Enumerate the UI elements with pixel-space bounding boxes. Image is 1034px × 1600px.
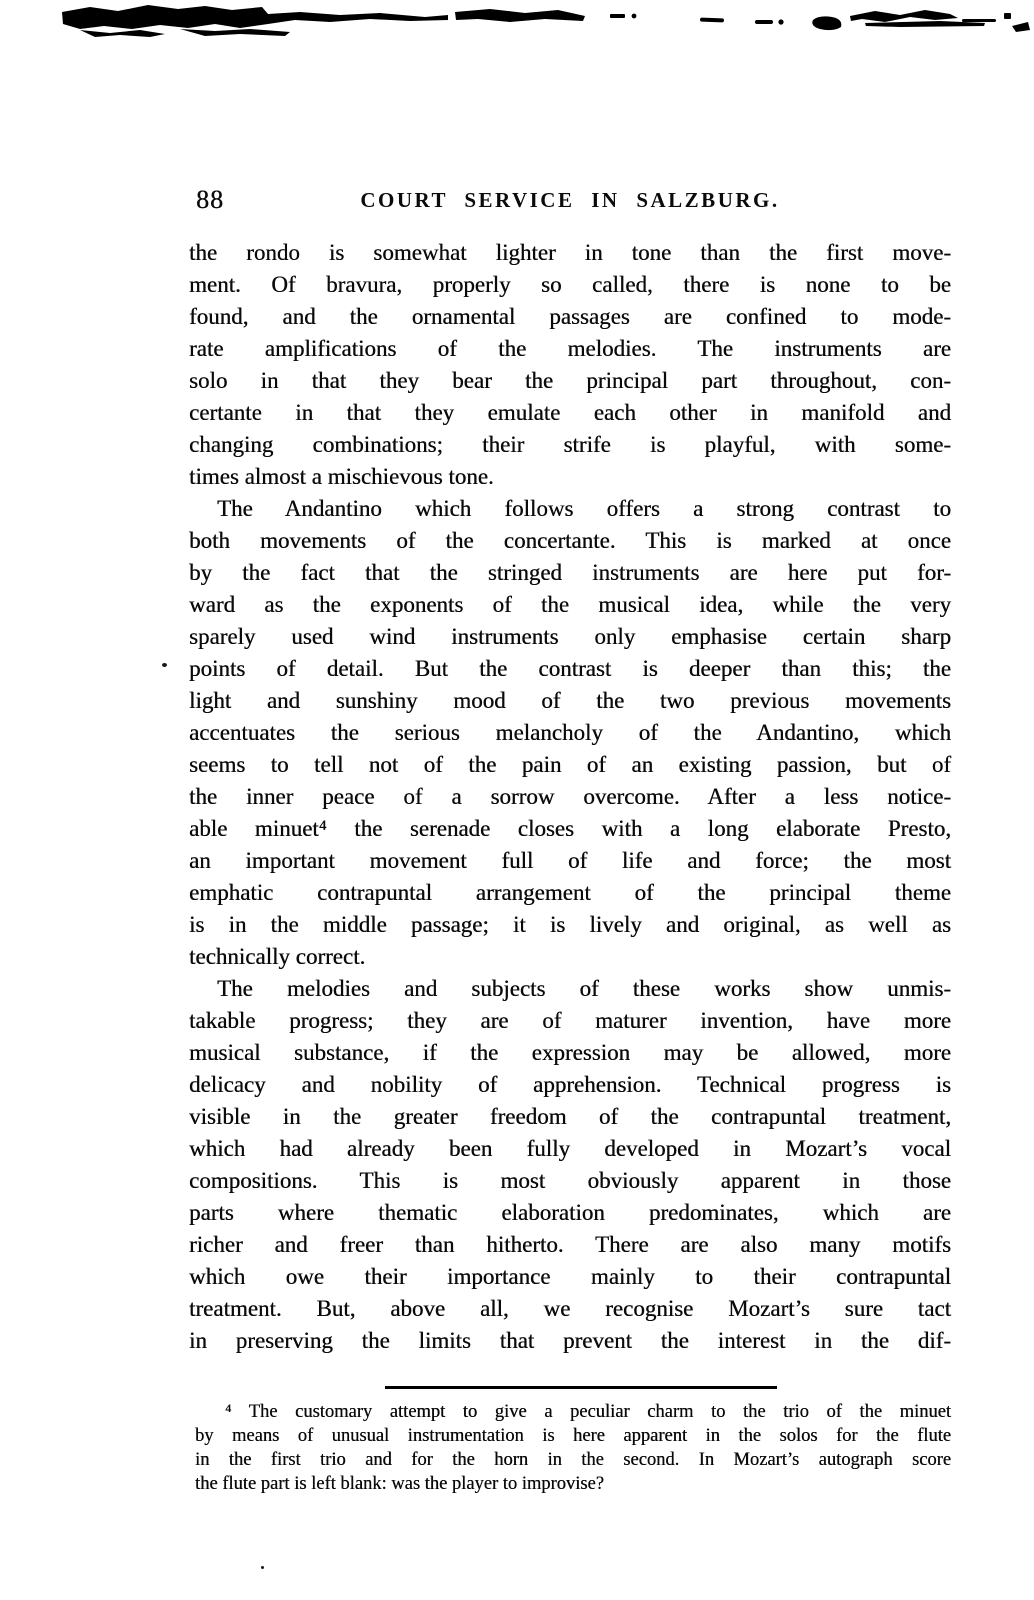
text-line: takable progress; they are of maturer invention, have more bbox=[189, 1008, 951, 1033]
text-line: solo in that they bear the principal part throughout, con- bbox=[189, 368, 951, 393]
text-line: an important movement full of life and force; the most bbox=[189, 848, 951, 873]
text-line: found, and the ornamental passages are confined to mode- bbox=[189, 304, 951, 329]
running-header bbox=[189, 185, 951, 217]
text-line: The Andantino which follows offers a strong contrast to bbox=[217, 496, 951, 521]
text-line: able minuet⁴ the serenade closes with a long elaborate Presto, bbox=[189, 816, 951, 841]
page-header-title: COURT SERVICE IN SALZBURG. bbox=[360, 188, 780, 212]
scan-speck bbox=[261, 1566, 264, 1569]
text-line: by the fact that the stringed instruments are here put for- bbox=[189, 560, 951, 585]
footnote-line: by means of unusual instrumentation is here apparent in the solos for the flute bbox=[195, 1426, 951, 1446]
text-line: which owe their importance mainly to their contrapuntal bbox=[189, 1264, 951, 1289]
text-line: musical substance, if the expression may be allowed, more bbox=[189, 1040, 951, 1065]
text-line: in preserving the limits that prevent the interest in the dif- bbox=[189, 1328, 951, 1353]
text-line: richer and freer than hitherto. There are also many motifs bbox=[189, 1232, 951, 1257]
text-line: compositions. This is most obviously apparent in those bbox=[189, 1168, 951, 1193]
text-line: the rondo is somewhat lighter in tone than the first move- bbox=[189, 240, 951, 265]
text-line: The melodies and subjects of these works show unmis- bbox=[217, 976, 951, 1001]
footnote-rule bbox=[385, 1386, 777, 1389]
text-line: is in the middle passage; it is lively and original, as well as bbox=[189, 912, 951, 937]
paragraph-3 bbox=[189, 973, 951, 1357]
footnote-line: the flute part is left blank: was the player to improvise? bbox=[195, 1474, 604, 1494]
text-line: seems to tell not of the pain of an existing passion, but of bbox=[189, 752, 951, 777]
paragraph-1 bbox=[189, 237, 951, 493]
page-number: 88 bbox=[196, 185, 224, 214]
text-line: changing combinations; their strife is playful, with some- bbox=[189, 432, 951, 457]
text-line: points of detail. But the contrast is deeper than this; the bbox=[189, 656, 951, 681]
footnote bbox=[195, 1400, 951, 1496]
text-line: times almost a mischievous tone. bbox=[189, 464, 494, 489]
footnote-line: in the first trio and for the horn in the second. In Mozart’s autograph score bbox=[195, 1450, 951, 1470]
text-line: sparely used wind instruments only emphasise certain sharp bbox=[189, 624, 951, 649]
text-line: parts where thematic elaboration predominates, which are bbox=[189, 1200, 951, 1225]
text-line: visible in the greater freedom of the contrapuntal treatment, bbox=[189, 1104, 951, 1129]
text-line: rate amplifications of the melodies. The instruments are bbox=[189, 336, 951, 361]
text-line: certante in that they emulate each other in manifold and bbox=[189, 400, 951, 425]
text-line: which had already been fully developed in Mozart’s vocal bbox=[189, 1136, 951, 1161]
paragraph-2 bbox=[189, 493, 951, 973]
text-line: light and sunshiny mood of the two previous movements bbox=[189, 688, 951, 713]
text-line: delicacy and nobility of apprehension. Technical progress is bbox=[189, 1072, 951, 1097]
text-line: treatment. But, above all, we recognise Mozart’s sure tact bbox=[189, 1296, 951, 1321]
text-line: technically correct. bbox=[189, 944, 366, 969]
scan-artifact-top bbox=[0, 0, 1034, 50]
text-line: ment. Of bravura, properly so called, there is none to be bbox=[189, 272, 951, 297]
text-line: the inner peace of a sorrow overcome. After a less notice- bbox=[189, 784, 951, 809]
body-text-block bbox=[189, 237, 951, 1357]
text-line: ward as the exponents of the musical idea, while the very bbox=[189, 592, 951, 617]
text-line: both movements of the concertante. This is marked at once bbox=[189, 528, 951, 553]
footnote-line: ⁴ The customary attempt to give a peculiar charm to the trio of the minuet bbox=[225, 1402, 951, 1422]
scan-speck bbox=[162, 663, 167, 667]
text-line: emphatic contrapuntal arrangement of the principal theme bbox=[189, 880, 951, 905]
text-line: accentuates the serious melancholy of the Andantino, which bbox=[189, 720, 951, 745]
